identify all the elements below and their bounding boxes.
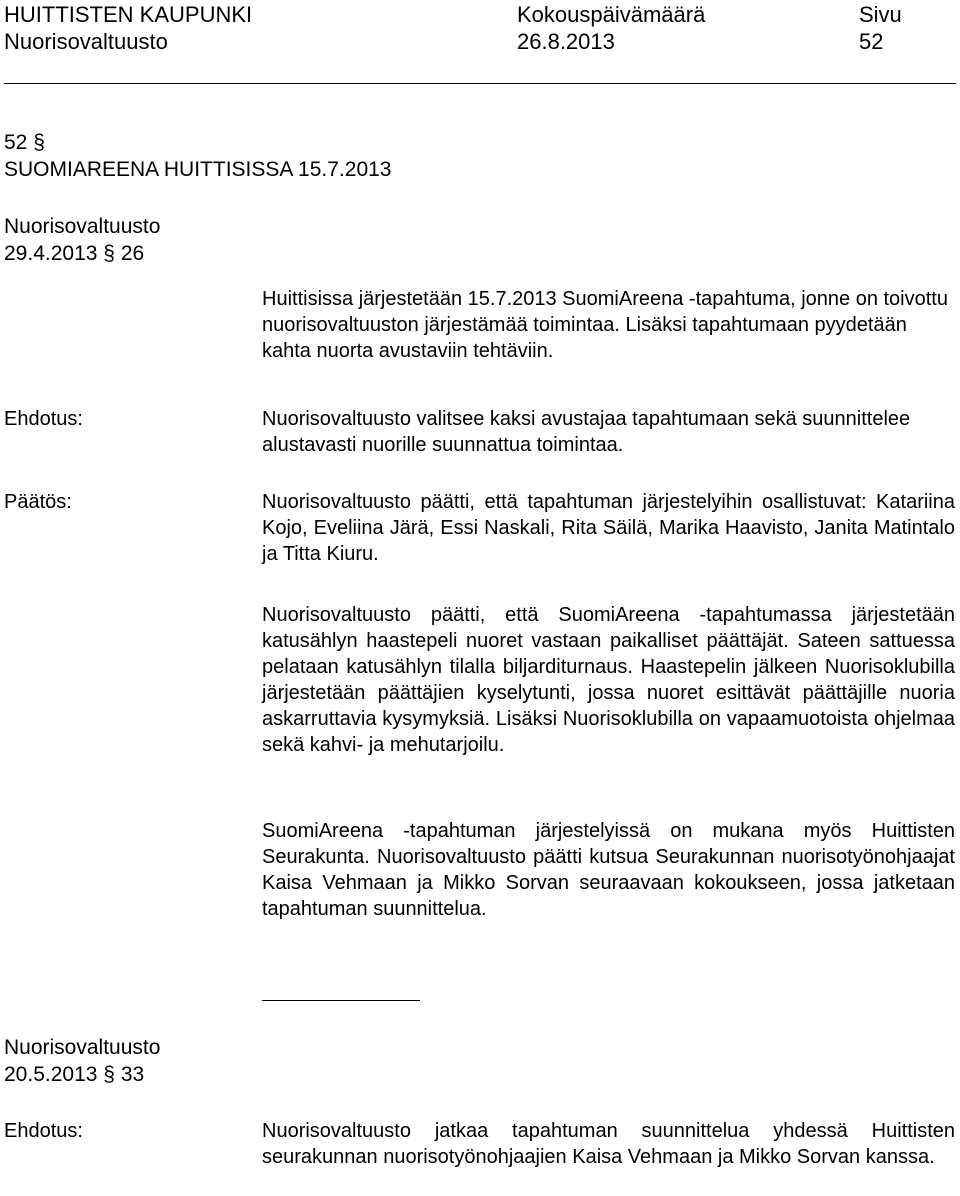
header-page-label: Sivu [859, 2, 902, 27]
prev-decision-paragraph-3: SuomiAreena -tapahtuman järjestelyissä on mukana myös Huittisten Seurakunta. Nuorisovaltuusto päätti kutsua Seurakunnan nuorisotyönohjaajat Kaisa Vehmaan ja Mikko Sorvan seuraavaan kokoukseen, jossa jatketaan tapahtuman suunnittelua. [262, 820, 955, 920]
separator-line [262, 1000, 420, 1001]
current-proposal-label: Ehdotus: [4, 1120, 83, 1142]
section-mark-icon: § [103, 1063, 115, 1086]
prev-proposal-label: Ehdotus: [4, 408, 83, 430]
current-entry-number: 33 [120, 1063, 145, 1086]
section-title: SUOMIAREENA HUITTISISSA 15.7.2013 [4, 158, 392, 181]
prev-entry-number: 26 [120, 242, 145, 265]
current-entry-date: 20.5.2013 [4, 1063, 98, 1086]
header-divider [4, 83, 956, 84]
current-entry-ref [4, 1062, 144, 1088]
prev-decision-paragraph-1: Nuorisovaltuusto päätti, että tapahtuman järjestelyihin osallistuvat: Katariina Kojo, Eveliina Järä, Essi Naskali, Rita Säilä, Marika Haavisto, Janita Matintalo ja Titta Kiuru. [262, 491, 955, 565]
header-page-number: 52 [859, 29, 884, 54]
header-org: HUITTISTEN KAUPUNKI [4, 2, 253, 27]
prev-proposal-text: Nuorisovaltuusto valitsee kaksi avustajaa tapahtumaan sekä suunnittelee alustavasti nuorille suunnattua toimintaa. [262, 408, 911, 456]
prev-decision-label: Päätös: [4, 491, 72, 513]
section-number: 52 [4, 131, 28, 154]
prev-entry-date: 29.4.2013 [4, 242, 98, 265]
prev-entry-description: Huittisissa järjestetään 15.7.2013 SuomiAreena -tapahtuma, jonne on toivottu nuorisovaltuuston järjestämää toimintaa. Lisäksi tapahtumaan pyydetään kahta nuorta avustaviin tehtäviin. [262, 288, 948, 362]
header-meeting-date-label: Kokouspäivämäärä [517, 2, 706, 27]
current-entry-body: Nuorisovaltuusto [4, 1036, 161, 1059]
prev-entry-ref [4, 241, 144, 267]
section-mark-icon: § [33, 131, 45, 154]
header-body: Nuorisovaltuusto [4, 29, 168, 54]
section-number-line [4, 130, 45, 156]
section-mark-icon: § [103, 242, 115, 265]
header-meeting-date: 26.8.2013 [517, 29, 615, 54]
prev-entry-body: Nuorisovaltuusto [4, 215, 161, 238]
prev-decision-paragraph-2: Nuorisovaltuusto päätti, että SuomiAreena -tapahtumassa järjestetään katusählyn haastepeli nuoret vastaan paikalliset päättäjät. Sateen sattuessa pelataan katusählyn tilalla biljarditurnaus. Haastepelin jälkeen Nuorisoklubilla järjestetään päättäjien kyselytunti, jossa nuoret esittävät päättäjille nuoria askarruttavia kysymyksiä. Lisäksi Nuorisoklubilla on vapaamuotoista ohjelmaa sekä kahvi- ja mehutarjoilu. [262, 604, 955, 756]
current-proposal-text: Nuorisovaltuusto jatkaa tapahtuman suunnittelua yhdessä Huittisten seurakunnan nuorisotyönohjaajien Kaisa Vehmaan ja Mikko Sorvan kanssa. [262, 1120, 955, 1168]
